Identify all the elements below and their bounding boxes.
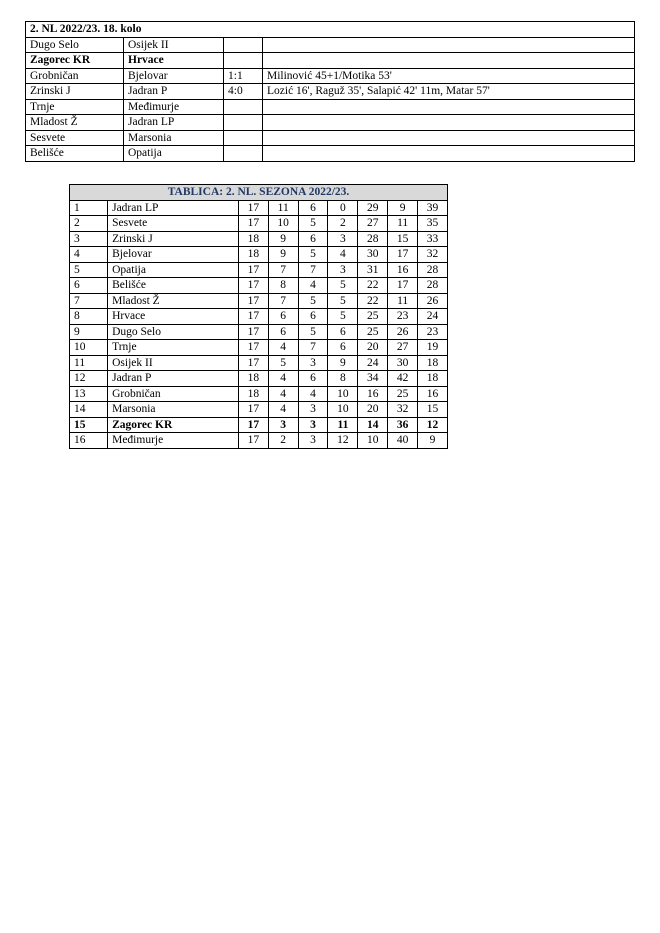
standing-drawn: 5 xyxy=(298,247,328,263)
standing-goals-against: 40 xyxy=(388,433,418,449)
standing-lost: 2 xyxy=(328,216,358,232)
standings-table xyxy=(69,184,448,449)
standing-played: 17 xyxy=(238,278,268,294)
standing-row xyxy=(70,340,448,356)
standing-drawn: 3 xyxy=(298,402,328,418)
standing-lost: 9 xyxy=(328,355,358,371)
standings-caption-row xyxy=(70,185,448,201)
standing-position: 9 xyxy=(70,324,108,340)
standing-won: 7 xyxy=(268,293,298,309)
standing-goals-against: 30 xyxy=(388,355,418,371)
standing-position: 10 xyxy=(70,340,108,356)
standing-row xyxy=(70,433,448,449)
match-scorers xyxy=(263,115,635,131)
standing-team: Zagorec KR xyxy=(108,417,239,433)
standing-won: 5 xyxy=(268,355,298,371)
standing-position: 3 xyxy=(70,231,108,247)
standing-points: 26 xyxy=(418,293,448,309)
match-row xyxy=(26,130,635,146)
standing-goals-for: 25 xyxy=(358,324,388,340)
standing-points: 15 xyxy=(418,402,448,418)
standing-team: Sesvete xyxy=(108,216,239,232)
standings-caption: TABLICA: 2. NL. SEZONA 2022/23. xyxy=(70,185,448,201)
standing-drawn: 5 xyxy=(298,293,328,309)
standing-goals-against: 25 xyxy=(388,386,418,402)
standing-position: 5 xyxy=(70,262,108,278)
standing-position: 8 xyxy=(70,309,108,325)
standing-goals-for: 34 xyxy=(358,371,388,387)
standing-goals-for: 29 xyxy=(358,200,388,216)
standing-lost: 6 xyxy=(328,340,358,356)
standing-lost: 3 xyxy=(328,231,358,247)
standing-team: Opatija xyxy=(108,262,239,278)
standing-played: 18 xyxy=(238,231,268,247)
standing-team: Marsonia xyxy=(108,402,239,418)
match-score: 4:0 xyxy=(224,84,263,100)
match-row xyxy=(26,146,635,162)
match-scorers xyxy=(263,146,635,162)
match-score xyxy=(224,99,263,115)
match-score xyxy=(224,115,263,131)
standing-position: 7 xyxy=(70,293,108,309)
match-scorers xyxy=(263,99,635,115)
standing-position: 16 xyxy=(70,433,108,449)
standing-drawn: 6 xyxy=(298,371,328,387)
standing-points: 19 xyxy=(418,340,448,356)
standing-team: Međimurje xyxy=(108,433,239,449)
standing-team: Trnje xyxy=(108,340,239,356)
standing-row xyxy=(70,386,448,402)
match-row xyxy=(26,84,635,100)
standing-lost: 11 xyxy=(328,417,358,433)
standing-played: 17 xyxy=(238,200,268,216)
standing-played: 17 xyxy=(238,417,268,433)
standing-won: 2 xyxy=(268,433,298,449)
match-score xyxy=(224,146,263,162)
standing-won: 10 xyxy=(268,216,298,232)
match-scorers: Milinović 45+1/Motika 53' xyxy=(263,68,635,84)
standing-team: Hrvace xyxy=(108,309,239,325)
standing-team: Belišće xyxy=(108,278,239,294)
standing-lost: 3 xyxy=(328,262,358,278)
standing-goals-against: 26 xyxy=(388,324,418,340)
standing-played: 17 xyxy=(238,340,268,356)
standing-lost: 10 xyxy=(328,402,358,418)
standing-goals-for: 22 xyxy=(358,293,388,309)
standing-goals-against: 11 xyxy=(388,216,418,232)
match-score xyxy=(224,37,263,53)
standing-team: Osijek II xyxy=(108,355,239,371)
standing-drawn: 5 xyxy=(298,324,328,340)
standing-points: 33 xyxy=(418,231,448,247)
standing-row xyxy=(70,309,448,325)
standing-lost: 5 xyxy=(328,309,358,325)
standing-team: Zrinski J xyxy=(108,231,239,247)
standing-lost: 5 xyxy=(328,293,358,309)
standing-drawn: 6 xyxy=(298,231,328,247)
standing-points: 18 xyxy=(418,355,448,371)
standing-team: Jadran LP xyxy=(108,200,239,216)
standing-drawn: 7 xyxy=(298,262,328,278)
match-row xyxy=(26,68,635,84)
match-scorers xyxy=(263,53,635,69)
standing-played: 18 xyxy=(238,386,268,402)
match-row xyxy=(26,37,635,53)
match-home-team: Zrinski J xyxy=(26,84,124,100)
standing-points: 16 xyxy=(418,386,448,402)
standing-goals-against: 16 xyxy=(388,262,418,278)
standing-points: 23 xyxy=(418,324,448,340)
standing-lost: 4 xyxy=(328,247,358,263)
standing-won: 3 xyxy=(268,417,298,433)
standing-drawn: 5 xyxy=(298,216,328,232)
standing-goals-for: 30 xyxy=(358,247,388,263)
standing-played: 18 xyxy=(238,371,268,387)
standing-goals-for: 20 xyxy=(358,340,388,356)
match-score: 1:1 xyxy=(224,68,263,84)
standing-lost: 8 xyxy=(328,371,358,387)
standing-position: 14 xyxy=(70,402,108,418)
standing-won: 4 xyxy=(268,340,298,356)
match-home-team: Grobničan xyxy=(26,68,124,84)
standing-lost: 10 xyxy=(328,386,358,402)
standing-row xyxy=(70,324,448,340)
standing-won: 9 xyxy=(268,247,298,263)
standing-team: Mladost Ž xyxy=(108,293,239,309)
standing-goals-against: 42 xyxy=(388,371,418,387)
standing-goals-against: 36 xyxy=(388,417,418,433)
standing-goals-for: 27 xyxy=(358,216,388,232)
match-away-team: Hrvace xyxy=(124,53,224,69)
standing-points: 39 xyxy=(418,200,448,216)
standing-goals-against: 27 xyxy=(388,340,418,356)
match-row xyxy=(26,115,635,131)
standing-won: 9 xyxy=(268,231,298,247)
standing-lost: 0 xyxy=(328,200,358,216)
standing-position: 13 xyxy=(70,386,108,402)
standing-goals-for: 10 xyxy=(358,433,388,449)
match-away-team: Međimurje xyxy=(124,99,224,115)
standing-points: 28 xyxy=(418,262,448,278)
standing-won: 8 xyxy=(268,278,298,294)
standing-goals-against: 9 xyxy=(388,200,418,216)
standing-position: 2 xyxy=(70,216,108,232)
standing-goals-for: 25 xyxy=(358,309,388,325)
standing-row xyxy=(70,293,448,309)
standing-row xyxy=(70,200,448,216)
standing-won: 6 xyxy=(268,324,298,340)
match-scorers xyxy=(263,130,635,146)
standing-won: 6 xyxy=(268,309,298,325)
match-score xyxy=(224,53,263,69)
standing-points: 32 xyxy=(418,247,448,263)
standing-points: 35 xyxy=(418,216,448,232)
match-away-team: Jadran LP xyxy=(124,115,224,131)
standing-played: 17 xyxy=(238,293,268,309)
standing-team: Bjelovar xyxy=(108,247,239,263)
match-away-team: Jadran P xyxy=(124,84,224,100)
standing-won: 4 xyxy=(268,386,298,402)
match-row xyxy=(26,99,635,115)
standing-row xyxy=(70,231,448,247)
standing-points: 12 xyxy=(418,417,448,433)
standing-won: 11 xyxy=(268,200,298,216)
standing-goals-against: 15 xyxy=(388,231,418,247)
standing-row xyxy=(70,417,448,433)
standing-drawn: 4 xyxy=(298,386,328,402)
standing-played: 17 xyxy=(238,216,268,232)
standing-played: 17 xyxy=(238,324,268,340)
standing-lost: 12 xyxy=(328,433,358,449)
standing-row xyxy=(70,216,448,232)
standing-played: 17 xyxy=(238,433,268,449)
standing-played: 17 xyxy=(238,309,268,325)
standing-position: 4 xyxy=(70,247,108,263)
match-away-team: Opatija xyxy=(124,146,224,162)
standing-goals-for: 20 xyxy=(358,402,388,418)
standing-goals-for: 16 xyxy=(358,386,388,402)
standing-played: 17 xyxy=(238,262,268,278)
standing-played: 18 xyxy=(238,247,268,263)
standing-team: Grobničan xyxy=(108,386,239,402)
standing-won: 7 xyxy=(268,262,298,278)
standing-team: Dugo Selo xyxy=(108,324,239,340)
standing-goals-for: 22 xyxy=(358,278,388,294)
standing-position: 12 xyxy=(70,371,108,387)
standing-row xyxy=(70,247,448,263)
match-away-team: Bjelovar xyxy=(124,68,224,84)
standing-goals-against: 17 xyxy=(388,278,418,294)
match-home-team: Belišće xyxy=(26,146,124,162)
standing-row xyxy=(70,262,448,278)
match-away-team: Marsonia xyxy=(124,130,224,146)
standing-drawn: 7 xyxy=(298,340,328,356)
match-row xyxy=(26,53,635,69)
standing-position: 15 xyxy=(70,417,108,433)
match-home-team: Trnje xyxy=(26,99,124,115)
standing-points: 9 xyxy=(418,433,448,449)
standing-won: 4 xyxy=(268,402,298,418)
standing-points: 18 xyxy=(418,371,448,387)
match-score xyxy=(224,130,263,146)
standing-drawn: 6 xyxy=(298,200,328,216)
standing-goals-for: 28 xyxy=(358,231,388,247)
standing-goals-against: 23 xyxy=(388,309,418,325)
standing-drawn: 3 xyxy=(298,417,328,433)
standing-row xyxy=(70,402,448,418)
match-home-team: Dugo Selo xyxy=(26,37,124,53)
standing-goals-against: 32 xyxy=(388,402,418,418)
standing-goals-against: 11 xyxy=(388,293,418,309)
standing-lost: 5 xyxy=(328,278,358,294)
standing-played: 17 xyxy=(238,355,268,371)
standing-position: 1 xyxy=(70,200,108,216)
standing-drawn: 3 xyxy=(298,433,328,449)
standing-goals-for: 14 xyxy=(358,417,388,433)
standing-won: 4 xyxy=(268,371,298,387)
standing-drawn: 6 xyxy=(298,309,328,325)
standing-team: Jadran P xyxy=(108,371,239,387)
match-home-team: Zagorec KR xyxy=(26,53,124,69)
standing-played: 17 xyxy=(238,402,268,418)
standing-drawn: 4 xyxy=(298,278,328,294)
standing-row xyxy=(70,355,448,371)
standing-position: 6 xyxy=(70,278,108,294)
standing-goals-for: 24 xyxy=(358,355,388,371)
standing-points: 28 xyxy=(418,278,448,294)
match-away-team: Osijek II xyxy=(124,37,224,53)
standing-goals-for: 31 xyxy=(358,262,388,278)
match-home-team: Sesvete xyxy=(26,130,124,146)
results-title: 2. NL 2022/23. 18. kolo xyxy=(26,22,635,38)
standing-points: 24 xyxy=(418,309,448,325)
results-title-row xyxy=(26,22,635,38)
standing-row xyxy=(70,371,448,387)
match-home-team: Mladost Ž xyxy=(26,115,124,131)
standing-goals-against: 17 xyxy=(388,247,418,263)
standing-lost: 6 xyxy=(328,324,358,340)
standing-row xyxy=(70,278,448,294)
match-scorers xyxy=(263,37,635,53)
results-table xyxy=(25,21,635,162)
standing-drawn: 3 xyxy=(298,355,328,371)
match-scorers: Lozić 16', Raguž 35', Salapić 42' 11m, Matar 57' xyxy=(263,84,635,100)
standing-position: 11 xyxy=(70,355,108,371)
